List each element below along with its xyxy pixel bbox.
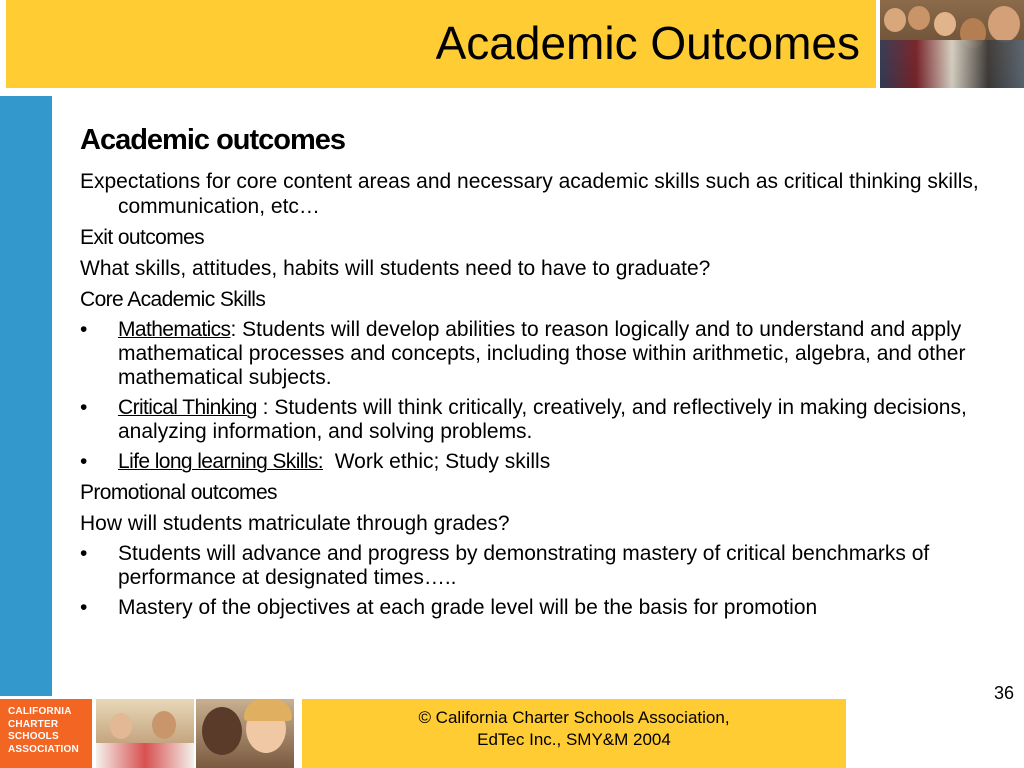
bullet-lead: Life long learning Skills: xyxy=(118,450,324,473)
footer-line-2: EdTec Inc., SMY&M 2004 xyxy=(477,730,671,749)
page-number: 36 xyxy=(993,683,1014,703)
intro-paragraph: Expectations for core content areas and necessary academic skills such as critical thinking skills, communication, etc… xyxy=(80,170,979,218)
footer-copyright xyxy=(302,699,846,768)
promo-bullet-advance xyxy=(80,542,980,590)
bullet-text: Students will advance and progress by demonstrating mastery of critical benchmarks of performance at designated times….. xyxy=(118,542,930,589)
logo-line: CALIFORNIA xyxy=(8,706,72,717)
core-heading: Core Academic Skills xyxy=(80,288,266,311)
core-bullet-critical-thinking xyxy=(80,396,980,444)
core-bullet-mathematics xyxy=(80,318,980,390)
bullet-lead: Mathematics xyxy=(118,318,231,341)
promo-text: How will students matriculate through grades? xyxy=(80,512,510,535)
promo-bullet-mastery xyxy=(80,596,980,620)
exit-text: What skills, attitudes, habits will students need to have to graduate? xyxy=(80,257,711,280)
bullet-text: : Students will think critically, creatively, and reflectively in making decisions, analyzing information, and solving problems. xyxy=(118,396,967,443)
bullet-text: Work ethic; Study skills xyxy=(323,450,551,473)
slide-title: Academic Outcomes xyxy=(435,17,860,69)
bullet-text: Mastery of the objectives at each grade level will be the basis for promotion xyxy=(118,596,818,619)
logo-line: ASSOCIATION xyxy=(8,743,79,755)
exit-heading: Exit outcomes xyxy=(80,226,205,249)
bullet-dot: • xyxy=(80,542,88,565)
promo-heading: Promotional outcomes xyxy=(80,481,277,504)
slide-content xyxy=(80,124,980,626)
bullet-dot: • xyxy=(80,596,88,619)
bullet-lead: Critical Thinking xyxy=(118,396,257,419)
core-bullet-lifelong xyxy=(80,450,980,474)
title-bar xyxy=(6,0,876,88)
bullet-text: : Students will develop abilities to reason logically and to understand and apply mathematical processes and concepts, including those within arithmetic, algebra, and other mathematical subjects. xyxy=(118,318,966,389)
bullet-dot: • xyxy=(80,318,88,341)
students-photo-bottom-2 xyxy=(196,699,294,768)
logo-line: CHARTER xyxy=(8,718,59,730)
students-photo-bottom-1 xyxy=(96,699,194,768)
footer-line-1: © California Charter Schools Association, xyxy=(418,708,730,727)
logo-line: SCHOOLS xyxy=(8,731,59,742)
section-heading: Academic outcomes xyxy=(80,124,346,156)
ccsa-logo xyxy=(0,699,92,768)
students-photo-top xyxy=(880,0,1024,88)
bullet-dot: • xyxy=(80,450,88,473)
bullet-dot: • xyxy=(80,396,88,419)
left-accent-stripe xyxy=(0,96,52,696)
